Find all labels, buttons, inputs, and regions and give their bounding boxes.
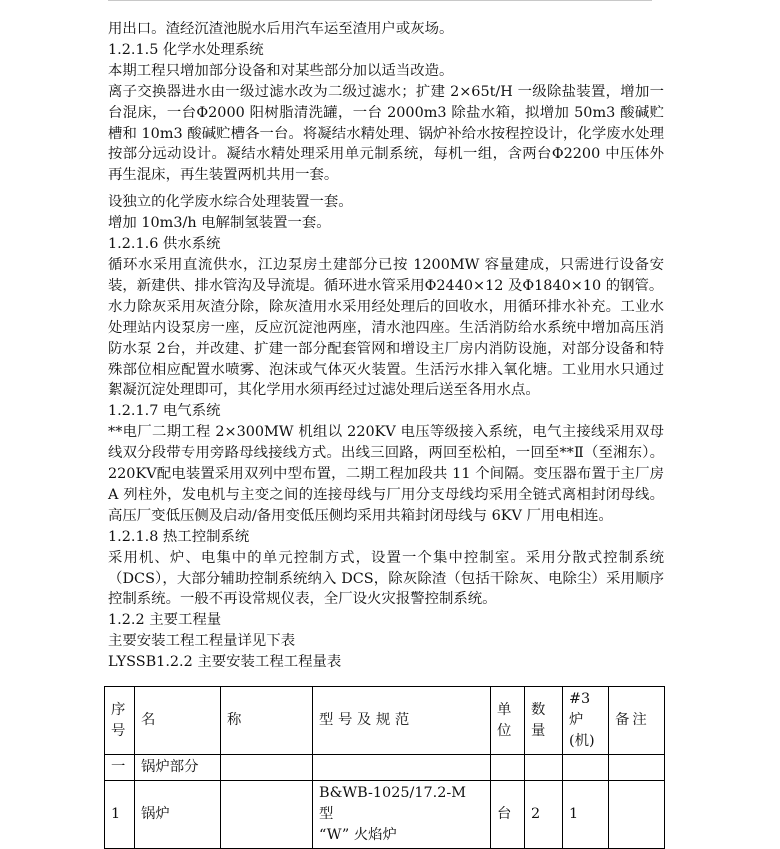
row-unit: 台 xyxy=(491,781,525,849)
row-spec-line1: B&WB-1025/17.2-M 型 xyxy=(319,785,466,822)
document-body xyxy=(108,19,664,673)
paragraph: 水力除灰采用灰渣分除，除灰渣用水采用经处理后的回收水，用循环排水补充。工业水处理站内设泵房一座，反应沉淀池两座，清水池四座。生活消防给水系统中增加高压消防水泵 2台，并改建、扩建一部分配套管网和增设主厂房内消防设施，对部分设备和特殊部位相应配置水喷雾、泡沫或气体灭火装置。生活污水排入氧化塘。工业用水只通过絮凝沉淀处理即可，其化学用水须再经过过滤处理后送至各用水点。 xyxy=(108,298,664,399)
col-header-spec: 型 号 及 规 范 xyxy=(313,687,491,755)
section-heading-chemical-water: 1.2.1.5 化学水处理系统 xyxy=(108,41,264,58)
table-header-row xyxy=(105,687,665,755)
table-section-row xyxy=(105,755,665,781)
col-header-quantity: 数量 xyxy=(525,687,563,755)
row-remark xyxy=(609,781,665,849)
row-quantity: 2 xyxy=(525,781,563,849)
row-no: 1 xyxy=(105,781,135,849)
col-header-unit: 单位 xyxy=(491,687,525,755)
col-header-unit3: #3 炉(机) xyxy=(563,687,609,755)
header-rule xyxy=(108,0,652,1)
quantities-table xyxy=(104,686,665,849)
paragraph: **电厂二期工程 2×300MW 机组以 220KV 电压等级接入系统，电气主接线采用双母线双分段带专用旁路母线接线方式。出线三回路，两回至松柏，一回至**Ⅱ（至湘东）。220KV配电装置采用双列中型布置，二期工程加段共 11 个间隔。变压器布置于主厂房 A 列柱外，发电机与主变之间的连接母线与厂用分支母线均采用全链式离相封闭母线。高压厂变低压侧及启动/备用变低压侧均采用共箱封闭母线与 6KV 厂用电相连。 xyxy=(108,424,664,524)
paragraph: 增加 10m3/h 电解制氢装置一套。 xyxy=(108,215,331,232)
paragraph: 用出口。渣经沉渣池脱水后用汽车运至渣用户或灰场。 xyxy=(108,21,454,37)
col-header-remark: 备注 xyxy=(609,687,665,755)
row-name: 锅炉 xyxy=(135,781,221,849)
paragraph: 设独立的化学废水综合处理装置一套。 xyxy=(108,194,353,211)
col-header-no: 序号 xyxy=(105,687,135,755)
section-heading-main-quantities: 1.2.2 主要工程量 xyxy=(108,612,222,629)
row-unit3: 1 xyxy=(563,781,609,849)
section-heading-water-supply: 1.2.1.6 供水系统 xyxy=(108,236,221,253)
row-spec xyxy=(313,781,491,849)
paragraph: 离子交换器进水由一级过滤水改为二级过滤水；扩建 2×65t/H 一级除盐装置，增加一台混床，一台Φ2000 阳树脂清洗罐，一台 2000m3 除盐水箱，拟增加 50m3 酸碱贮槽和 10m3 酸碱贮槽各一台。将凝结水精处理、锅炉补给水按程控设计，化学废水处理按部分远动设计。凝结水精处理采用单元制系统，每机一组，含两台Φ2200 中压体外再生混床，再生装置两机共用一套。 xyxy=(108,83,664,184)
section-heading-electrical: 1.2.1.7 电气系统 xyxy=(108,403,221,420)
row-spec-line2: “W” 火焰炉 xyxy=(319,827,397,843)
paragraph: 本期工程只增加部分设备和对某些部分加以适当改造。 xyxy=(108,62,454,79)
table-row xyxy=(105,781,665,849)
section-name: 锅炉部分 xyxy=(135,755,221,781)
paragraph: 采用机、炉、电集中的单元控制方式，设置一个集中控制室。采用分散式控制系统（DCS），大部分辅助控制系统纳入 DCS，除灰除渣（包括干除灰、电除尘）采用顺序控制系统。一般不再设常规仪表，全厂设火灾报警控制系统。 xyxy=(108,549,664,608)
col-header-name-part1: 名 xyxy=(135,687,221,755)
section-heading-thermal-control: 1.2.1.8 热工控制系统 xyxy=(108,528,250,545)
section-no: 一 xyxy=(105,755,135,781)
table-caption: LYSSB1.2.2 主要安装工程工程量表 xyxy=(108,654,342,671)
paragraph: 循环水采用直流供水，江边泵房土建部分已按 1200MW 容量建成，只需进行设备安装，新建供、排水管沟及导流堤。循环进水管采用Φ2440×12 及Φ1840×10 的钢管。 xyxy=(108,256,664,294)
col-header-name-part2: 称 xyxy=(221,687,313,755)
paragraph: 主要安装工程工程量详见下表 xyxy=(108,633,296,650)
